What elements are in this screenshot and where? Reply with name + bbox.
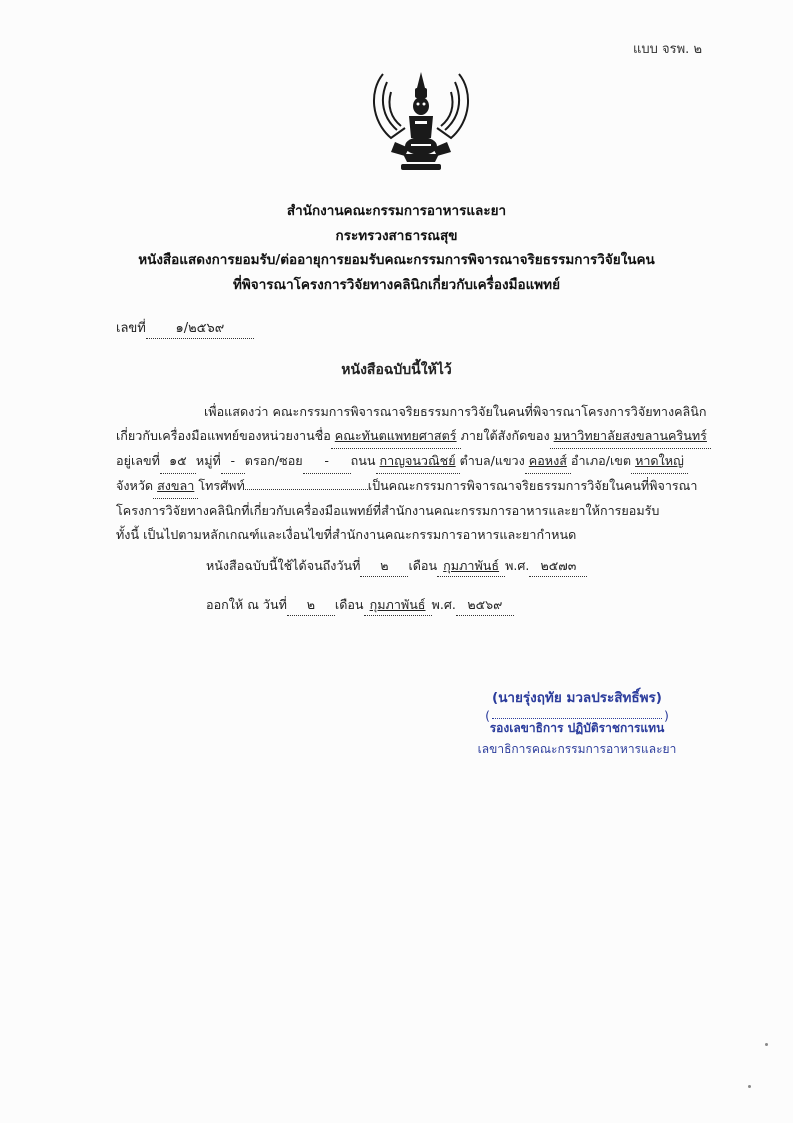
unit-value: คณะทันตแพทยศาสตร์ [331, 424, 461, 449]
moo-label: หมู่ที่ [195, 453, 221, 468]
address-line [116, 449, 684, 474]
issued-label: ออกให้ ณ วันที่ [206, 597, 287, 612]
document-subheading: ที่พิจารณาโครงการวิจัยทางคลินิกเกี่ยวกับเครื่องมือแพทย์ [233, 276, 560, 293]
phone-value [245, 489, 368, 490]
body-line-5: โครงการวิจัยทางคลินิกที่เกี่ยวกับเครื่องมือแพทย์ที่สำนักงานคณะกรรมการอาหารและยาให้การยอมรับ [116, 503, 660, 518]
house-no-value: ๑๕ [160, 449, 196, 474]
valid-until-label: หนังสือฉบับนี้ใช้ได้จนถึงวันที่ [206, 558, 361, 573]
issued-month-label: เดือน [334, 597, 364, 612]
form-code: แบบ จรพ. ๒ [633, 42, 703, 57]
valid-until-year-label: พ.ศ. [505, 558, 530, 573]
road-label: ถนน [350, 453, 376, 468]
agency-name: สำนักงานคณะกรรมการอาหารและยา [286, 203, 507, 219]
moo-value: - [221, 449, 245, 474]
house-no-label: อยู่เลขที่ [116, 453, 160, 468]
document-header [0, 199, 793, 297]
unit-line [116, 424, 707, 449]
province-label: จังหวัด [116, 478, 154, 493]
subdistrict-value: คอหงส์ [525, 449, 571, 474]
valid-until-month: กุมภาพันธ์ [437, 556, 505, 577]
soi-value: - [303, 449, 351, 474]
signature-dotted-line [492, 712, 662, 719]
open-paren: ( [485, 708, 490, 723]
scan-speck [765, 1043, 768, 1046]
province-line [116, 474, 698, 499]
valid-until-line [206, 556, 587, 577]
unit-label: เกี่ยวกับเครื่องมือแพทย์ของหน่วยงานชื่อ [116, 428, 331, 443]
phone-label: โทรศัพท์ [198, 478, 245, 493]
document-heading: หนังสือแสดงการยอมรับ/ต่ออายุการยอมรับคณะกรรมการพิจารณาจริยธรรมการวิจัยในคน [138, 252, 655, 268]
road-value: กาญจนวณิชย์ [376, 449, 460, 474]
ministry-name: กระทรวงสาธารณสุข [335, 227, 458, 244]
doc-number-value: ๑/๒๕๖๙ [146, 317, 254, 339]
document-body [116, 400, 707, 547]
valid-until-year: ๒๕๗๓ [529, 556, 587, 577]
close-paren: ) [664, 708, 669, 723]
body-line-6: ทั้งนี้ เป็นไปตามหลักเกณฑ์และเงื่อนไขที่สำนักงานคณะกรรมการอาหารและยากำหนด [116, 527, 577, 542]
issued-year: ๒๕๖๙ [456, 595, 514, 616]
garuda-emblem-icon [365, 66, 477, 176]
issued-year-label: พ.ศ. [431, 597, 456, 612]
valid-until-month-label: เดือน [408, 558, 438, 573]
signature-block [462, 686, 692, 759]
subdistrict-label: ตำบล/แขวง [459, 453, 525, 468]
signatory-office: เลขาธิการคณะกรรมการอาหารและยา [477, 742, 677, 756]
scan-speck [748, 1085, 751, 1088]
doc-number-label: เลขที่ [116, 321, 146, 336]
intro-line: เพื่อแสดงว่า คณะกรรมการพิจารณาจริยธรรมการวิจัยในคนที่พิจารณาโครงการวิจัยทางคลินิก [204, 404, 707, 419]
signatory-name: (นายรุ่งฤทัย มวลประสิทธิ์พร) [492, 690, 662, 706]
soi-label: ตรอก/ซอย [244, 453, 303, 468]
issued-day: ๒ [287, 595, 335, 616]
issued-month: กุมภาพันธ์ [364, 595, 432, 616]
committee-statement: เป็นคณะกรรมการพิจารณาจริยธรรมการวิจัยในคนที่พิจารณา [367, 478, 698, 493]
affiliation-label: ภายใต้สังกัดของ [460, 428, 550, 443]
district-label: อำเภอ/เขต [570, 453, 632, 468]
certificate-title: หนังสือฉบับนี้ให้ไว้ [341, 362, 452, 378]
district-value: หาดใหญ่ [631, 449, 688, 474]
valid-until-day: ๒ [360, 556, 408, 577]
affiliation-value: มหาวิทยาลัยสงขลานครินทร์ [550, 424, 711, 449]
document-number [116, 317, 254, 339]
issued-line [206, 595, 514, 616]
province-value: สงขลา [153, 474, 198, 499]
signatory-position: รองเลขาธิการ ปฏิบัติราชการแทน [489, 721, 665, 735]
